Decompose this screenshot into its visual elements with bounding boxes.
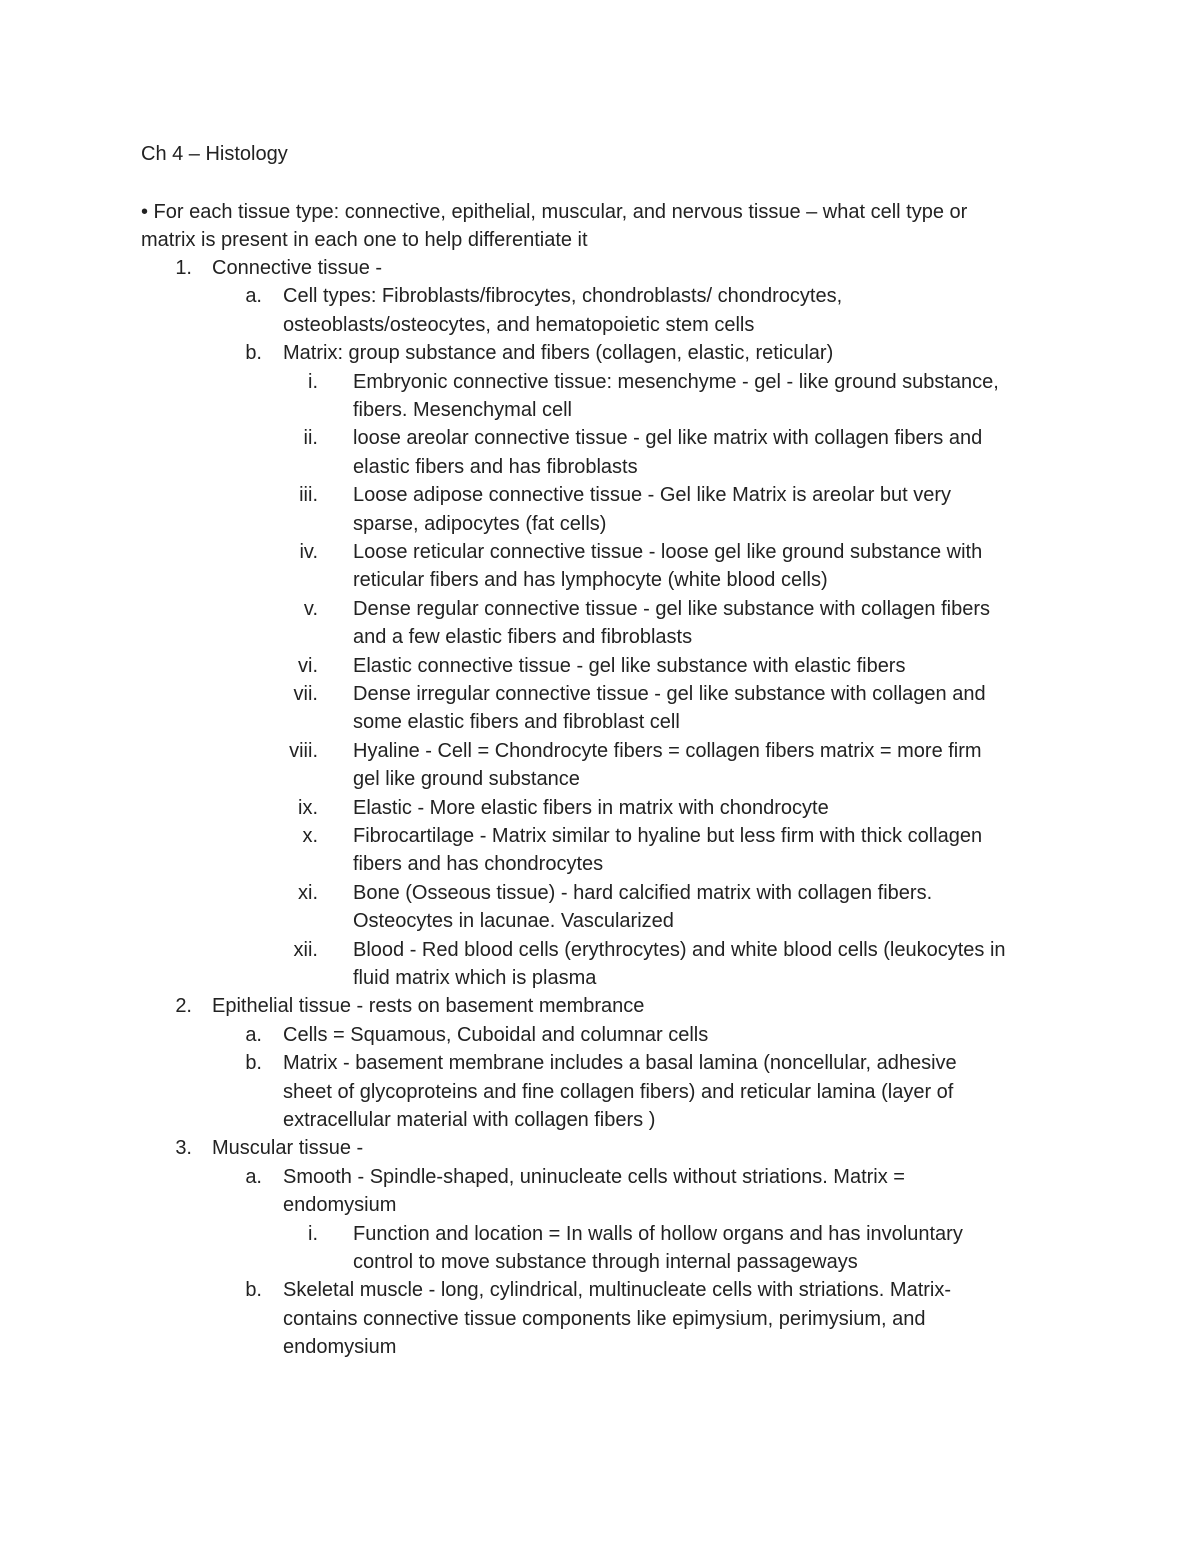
question-line: • For each tissue type: connective, epithelial, muscular, and nervous tissue – what cell type or xyxy=(141,201,968,223)
subitem-text: and a few elastic fibers and fibroblasts xyxy=(353,626,693,648)
item-text: Matrix - basement membrane includes a basal lamina (noncellular, adhesive xyxy=(283,1052,957,1074)
page-title: Ch 4 – Histology xyxy=(141,143,288,165)
subitem-text: Elastic connective tissue - gel like substance with elastic fibers xyxy=(353,655,906,677)
subitem-text: Blood - Red blood cells (erythrocytes) and white blood cells (leukocytes in xyxy=(353,939,1006,961)
subitem-text: gel like ground substance xyxy=(353,768,580,790)
section-number: 2. xyxy=(175,995,192,1017)
subitem-text: fibers. Mesenchymal cell xyxy=(353,399,572,421)
subitem-numeral: vii. xyxy=(293,683,318,705)
subitem-text: Dense irregular connective tissue - gel like substance with collagen and xyxy=(353,683,986,705)
subitem-text: some elastic fibers and fibroblast cell xyxy=(353,711,680,733)
subitem-text: Loose reticular connective tissue - loose gel like ground substance with xyxy=(353,541,983,563)
item-text: Smooth - Spindle-shaped, uninucleate cells without striations. Matrix = xyxy=(283,1166,905,1188)
subitem-numeral: x. xyxy=(302,825,318,847)
item-text: endomysium xyxy=(283,1336,397,1358)
subitem-numeral: ix. xyxy=(298,797,318,819)
item-letter: b. xyxy=(245,1052,262,1074)
subitem-numeral: i. xyxy=(308,371,318,393)
subitem-text: sparse, adipocytes (fat cells) xyxy=(353,513,607,535)
subitem-numeral: viii. xyxy=(289,740,318,762)
item-letter: a. xyxy=(245,1024,262,1046)
subitem-text: Function and location = In walls of hollow organs and has involuntary xyxy=(353,1223,963,1245)
section-heading: Epithelial tissue - rests on basement membrance xyxy=(212,995,645,1017)
item-letter: a. xyxy=(245,285,262,307)
item-text: Cells = Squamous, Cuboidal and columnar cells xyxy=(283,1024,709,1046)
subitem-text: Embryonic connective tissue: mesenchyme - gel - like ground substance, xyxy=(353,371,999,393)
subitem-numeral: vi. xyxy=(298,655,318,677)
section-number: 1. xyxy=(175,257,192,279)
item-text: Matrix: group substance and fibers (collagen, elastic, reticular) xyxy=(283,342,834,364)
item-text: extracellular material with collagen fibers ) xyxy=(283,1109,656,1131)
subitem-text: reticular fibers and has lymphocyte (white blood cells) xyxy=(353,569,828,591)
section-heading: Muscular tissue - xyxy=(212,1137,364,1159)
item-text: Cell types: Fibroblasts/fibrocytes, chondroblasts/ chondrocytes, xyxy=(283,285,843,307)
subitem-numeral: i. xyxy=(308,1223,318,1245)
subitem-text: Fibrocartilage - Matrix similar to hyaline but less firm with thick collagen xyxy=(353,825,983,847)
subitem-numeral: xi. xyxy=(298,882,318,904)
subitem-text: Osteocytes in lacunae. Vascularized xyxy=(353,910,674,932)
subitem-numeral: iii. xyxy=(299,484,318,506)
subitem-text: elastic fibers and has fibroblasts xyxy=(353,456,638,478)
item-letter: a. xyxy=(245,1166,262,1188)
section-number: 3. xyxy=(175,1137,192,1159)
subitem-text: control to move substance through internal passageways xyxy=(353,1251,858,1273)
subitem-numeral: ii. xyxy=(303,427,318,449)
section-heading: Connective tissue - xyxy=(212,257,383,279)
item-letter: b. xyxy=(245,342,262,364)
item-text: sheet of glycoproteins and fine collagen fibers) and reticular lamina (layer of xyxy=(283,1081,954,1103)
item-text: osteoblasts/osteocytes, and hematopoietic stem cells xyxy=(283,314,755,336)
subitem-text: Bone (Osseous tissue) - hard calcified matrix with collagen fibers. xyxy=(353,882,933,904)
subitem-text: fibers and has chondrocytes xyxy=(353,853,604,875)
subitem-numeral: iv. xyxy=(299,541,318,563)
item-letter: b. xyxy=(245,1279,262,1301)
subitem-text: fluid matrix which is plasma xyxy=(353,967,597,989)
subitem-text: loose areolar connective tissue - gel like matrix with collagen fibers and xyxy=(353,427,983,449)
subitem-text: Loose adipose connective tissue - Gel like Matrix is areolar but very xyxy=(353,484,952,506)
subitem-text: Elastic - More elastic fibers in matrix with chondrocyte xyxy=(353,797,829,819)
item-text: contains connective tissue components like epimysium, perimysium, and xyxy=(283,1308,926,1330)
subitem-text: Hyaline - Cell = Chondrocyte fibers = collagen fibers matrix = more firm xyxy=(353,740,982,762)
item-text: endomysium xyxy=(283,1194,397,1216)
item-text: Skeletal muscle - long, cylindrical, multinucleate cells with striations. Matrix- xyxy=(283,1279,952,1301)
question-line: matrix is present in each one to help differentiate it xyxy=(141,229,588,251)
subitem-numeral: v. xyxy=(303,598,318,620)
subitem-text: Dense regular connective tissue - gel like substance with collagen fibers xyxy=(353,598,991,620)
subitem-numeral: xii. xyxy=(293,939,318,961)
